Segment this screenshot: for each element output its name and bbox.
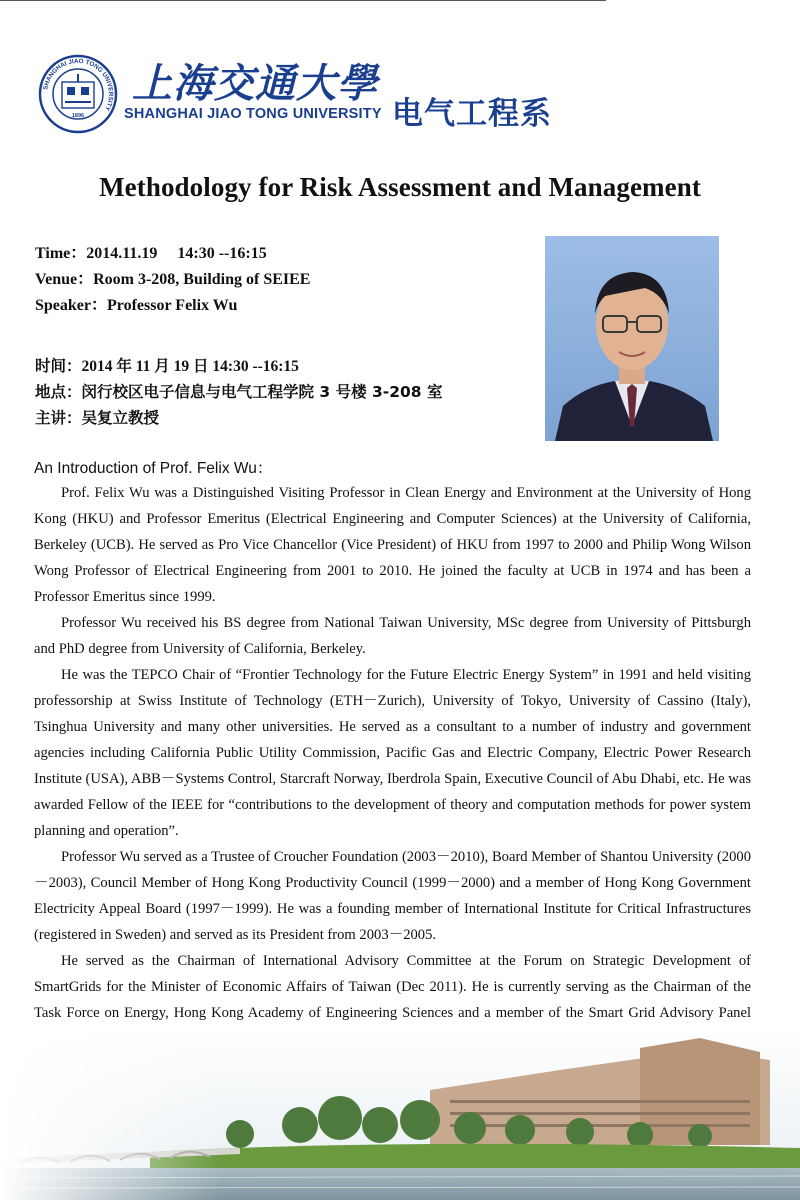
speaker-label-cn: 主讲： [35,409,82,427]
venue-label: Venue： [35,271,94,288]
time-value: 2014.11.19 14:30 --16:15 [86,245,267,262]
speaker-portrait [545,236,719,441]
venue-value: Room 3-208, Building of SEIEE [93,271,311,288]
venue-line-cn [35,379,535,405]
campus-banner [0,1030,800,1200]
university-name-cn: 上海交通大學 [132,60,378,107]
university-seal-icon [38,54,118,134]
seal-text: SHANGHAI JIAO TONG UNIVERSITY [42,57,115,112]
bio-paragraph: Professor Wu received his BS degree from National Taiwan University, MSc degree from University of Pittsburgh and PhD degree from University of California, Berkeley. [34,615,751,657]
seal-year: 1896 [71,113,85,119]
page-header [38,48,798,138]
university-name-en: SHANGHAI JIAO TONG UNIVERSITY [124,106,382,122]
bio-paragraph: Prof. Felix Wu was a Distinguished Visiting Professor in Clean Energy and Environment at the University of Hong Kong (HKU) and Professor Emeritus (Electrical Engineering and Computer Sciences) at the University of California, Berkeley (UCB). He served as Pro Vice Chancellor (Vice President) of HKU from 1997 to 2000 and Philip Wong Wilson Wong Professor of Electrical Engineering from 2001 to 2010. He joined the faculty at UCB in 1974 and has been a Professor Emeritus since 1999. [34,485,751,605]
venue-line-en [35,267,535,293]
time-label: Time： [35,245,87,262]
speaker-line-en [35,293,535,319]
speaker-label: Speaker： [35,297,108,314]
campus-image-icon [0,1030,800,1200]
time-label-cn: 时间： [35,357,82,375]
time-value-cn: 2014 年 11 月 19 日 14:30 --16:15 [81,358,299,375]
top-divider [0,0,606,1]
intro-heading: An Introduction of Prof. Felix Wu： [34,460,273,477]
time-line-en [35,241,535,267]
venue-value-cn: 闵行校区电子信息与电气工程学院 3 号楼 3-208 室 [81,383,443,401]
speaker-value-cn: 吴复立教授 [81,409,160,427]
time-line-cn [35,353,535,379]
bio-paragraph: He served as the Chairman of International Advisory Committee at the Forum on Strategic Development of SmartGrids for the Minister of Economic Affairs of Taiwan (Dec 2011). He is currently serving as the Chairman of the Task Force on Energy, Hong Kong Academy of Engineering Sciences and a member of the Smart Grid Advisory Panel [34,953,751,1021]
bio-paragraph: Professor Wu served as a Trustee of Croucher Foundation (2003－2010), Board Member of Shantou University (2000－2003), Council Member of Hong Kong Productivity Council (1999－2000) and a member of Hong Kong Government Electricity Appeal Board (1997－1999). He was a founding member of International Institute for Critical Infrastructures (registered in Sweden) and served as its President from 2003－2005. [34,849,751,943]
speaker-photo-icon [545,236,719,441]
page-title: Methodology for Risk Assessment and Management [99,172,701,202]
speaker-value: Professor Felix Wu [107,297,238,314]
department-name: 电气工程系 [392,96,552,132]
bio-paragraph: He was the TEPCO Chair of “Frontier Technology for the Future Electric Energy System” in 1991 and held visiting professorship at Swiss Institute of Technology (ETH－Zurich), University of Tokyo, University of Cassino (Italy), Tsinghua University and many other universities. He served as a consultant to a number of industry and government agencies including California Public Utility Commission, Pacific Gas and Electric Company, Electric Power Research Institute (USA), ABB－Systems Control, Starcraft Norway, Iberdrola Spain, Executive Council of Abu Dhabi, etc. He was awarded Fellow of the IEEE for “contributions to the development of theory and computation methods for power system planning and operation”. [34,667,751,839]
event-info [35,241,535,431]
bio-text [34,480,751,1052]
speaker-line-cn [35,405,535,431]
venue-label-cn: 地点： [35,383,82,401]
